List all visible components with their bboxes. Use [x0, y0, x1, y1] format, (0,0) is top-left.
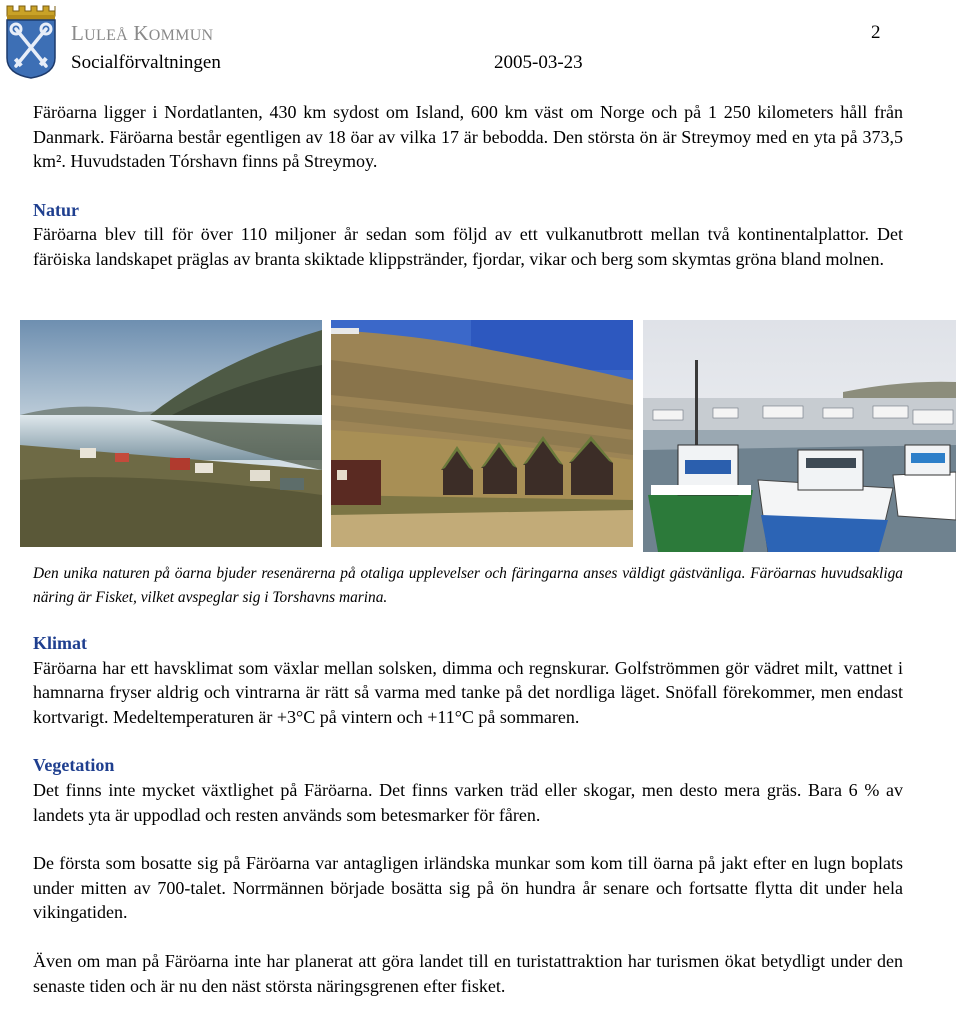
crest-keys-icon [3, 2, 59, 79]
body-lower [33, 631, 903, 998]
page-header [0, 0, 960, 82]
section-heading-natur: Natur [33, 199, 79, 220]
organization-name: LULEÅ KOMMUN [71, 21, 214, 45]
vegetation-paragraph: Det finns inte mycket växtlighet på Färöarna. Det finns varken träd eller skogar, men desto mera gräs. Bara 6 % av landets yta är uppodlad och resten används som betesmarker för fåren. [33, 779, 903, 825]
document-date: 2005-03-23 [494, 52, 583, 73]
fjord-photo [20, 320, 322, 547]
history-paragraph: De första som bosatte sig på Färöarna var antagligen irländska munkar som kom till öarna på jakt efter en lugn boplats under mitten av 700-talet. Norrmännen började bosätta sig på ön hundra år senare och fortsatte flytta dit under hela vikingatiden. [33, 853, 903, 923]
section-heading-vegetation: Vegetation [33, 755, 115, 776]
natur-paragraph: Färöarna blev till för över 110 miljoner år sedan som följd av ett vulkanutbrott mellan två kontinentalplattor. Det färöiska landskapet präglas av branta skiktade klippstränder, fjordar, vikar och berg som skymtas gröna bland molnen. [33, 224, 903, 269]
page-number: 2 [871, 22, 881, 43]
tourism-paragraph: Även om man på Färöarna inte har planerat att göra landet till en turistattraktion har turismen ökat betydligt under den senaste tiden och är nu den näst största näringsgrenen efter fisket. [33, 950, 903, 996]
body-upper [33, 100, 903, 272]
section-heading-klimat: Klimat [33, 633, 87, 653]
photo-row [20, 320, 960, 552]
turf-houses-photo [331, 320, 633, 547]
harbor-boats-photo [643, 320, 956, 552]
department-name: Socialförvaltningen [71, 52, 221, 73]
klimat-paragraph: Färöarna har ett havsklimat som växlar mellan solsken, dimma och regnskurar. Golfströmmen gör vädret milt, vattnet i hamnarna fryser aldrig och vintrarna är rätt så varma med tanke på det nordliga läget. Snöfall förekommer, men endast kortvarigt. Medeltemperaturen är +3°C på vintern och +11°C på sommaren. [33, 657, 903, 727]
intro-paragraph: Färöarna ligger i Nordatlanten, 430 km sydost om Island, 600 km väst om Norge och på 1 250 kilometers håll från Danmark. Färöarna består egentligen av 18 öar av vilka 17 är bebodda. Den största ön är Streymoy med en yta på 373,5 km². Huvudstaden Tórshavn finns på Streymoy. [33, 102, 903, 172]
photo-caption: Den unika naturen på öarna bjuder resenärerna på otaliga upplevelser och färingarna anses väldigt gästvänliga. Färöarnas huvudsakliga näring är Fisket, vilket avspeglar sig i Torshavns marina. [33, 565, 903, 606]
